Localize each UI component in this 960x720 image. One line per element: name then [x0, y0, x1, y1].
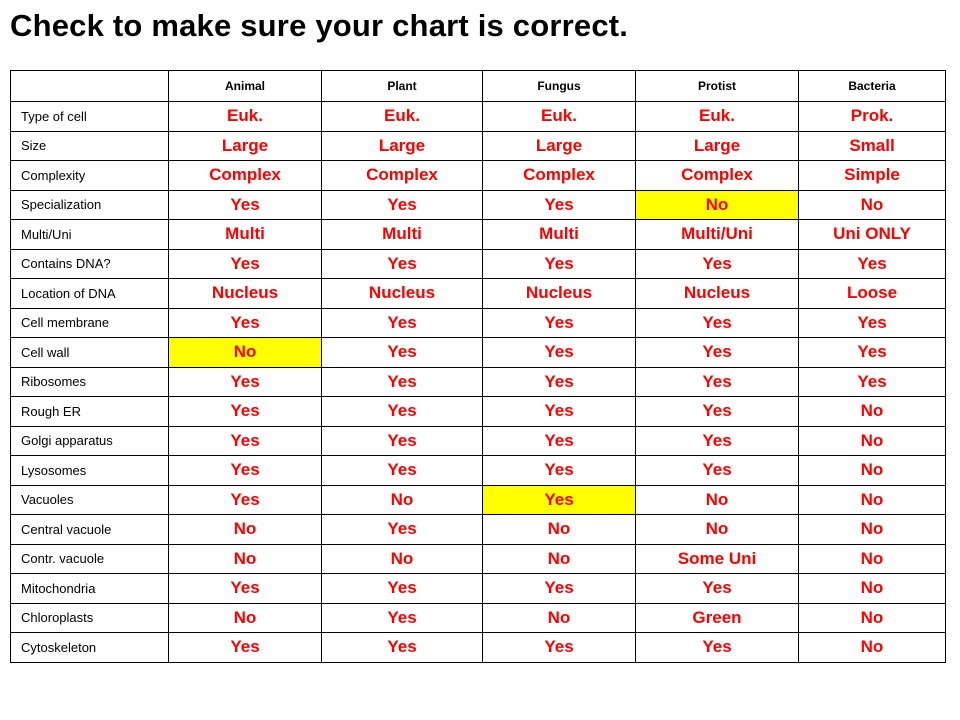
cell-animal: Yes	[169, 574, 322, 604]
row-label: Contr. vacuole	[11, 544, 169, 574]
cell-plant: Large	[322, 131, 483, 161]
cell-plant: Yes	[322, 308, 483, 338]
cell-bacteria: Yes	[799, 338, 946, 368]
cell-animal: No	[169, 515, 322, 545]
cell-protist: Yes	[636, 574, 799, 604]
table-row	[11, 190, 946, 220]
cell-plant: Yes	[322, 574, 483, 604]
cell-plant: No	[322, 544, 483, 574]
cell-plant: Nucleus	[322, 279, 483, 309]
row-label: Complexity	[11, 161, 169, 191]
cell-protist: Complex	[636, 161, 799, 191]
cell-animal: No	[169, 338, 322, 368]
cell-animal: Yes	[169, 308, 322, 338]
cell-fungus: No	[483, 515, 636, 545]
cell-bacteria: Loose	[799, 279, 946, 309]
cell-animal: No	[169, 603, 322, 633]
cell-fungus: Yes	[483, 308, 636, 338]
column-header-bacteria: Bacteria	[799, 71, 946, 102]
table-row	[11, 515, 946, 545]
cell-fungus: Yes	[483, 338, 636, 368]
cell-fungus: Yes	[483, 485, 636, 515]
cell-protist: Multi/Uni	[636, 220, 799, 250]
cell-protist: Yes	[636, 397, 799, 427]
cell-bacteria: No	[799, 633, 946, 663]
row-label: Specialization	[11, 190, 169, 220]
table-row	[11, 544, 946, 574]
cell-bacteria: Prok.	[799, 102, 946, 132]
cell-protist: Yes	[636, 338, 799, 368]
cell-fungus: Large	[483, 131, 636, 161]
cell-protist: No	[636, 190, 799, 220]
cell-bacteria: No	[799, 574, 946, 604]
cell-plant: Multi	[322, 220, 483, 250]
table-row	[11, 485, 946, 515]
table-row	[11, 161, 946, 191]
cell-plant: Yes	[322, 515, 483, 545]
cell-protist: Yes	[636, 249, 799, 279]
cell-bacteria: No	[799, 603, 946, 633]
cell-animal: Yes	[169, 367, 322, 397]
column-header-plant: Plant	[322, 71, 483, 102]
column-header	[11, 71, 169, 102]
column-header-fungus: Fungus	[483, 71, 636, 102]
table-row	[11, 397, 946, 427]
cell-animal: Yes	[169, 249, 322, 279]
comparison-table	[10, 70, 946, 663]
cell-plant: Yes	[322, 190, 483, 220]
cell-bacteria: Uni ONLY	[799, 220, 946, 250]
table-row	[11, 367, 946, 397]
table-row	[11, 603, 946, 633]
table-row	[11, 574, 946, 604]
table-row	[11, 102, 946, 132]
cell-bacteria: No	[799, 397, 946, 427]
row-label: Cell membrane	[11, 308, 169, 338]
cell-bacteria: Yes	[799, 308, 946, 338]
row-label: Vacuoles	[11, 485, 169, 515]
cell-protist: No	[636, 485, 799, 515]
cell-fungus: Complex	[483, 161, 636, 191]
cell-plant: Complex	[322, 161, 483, 191]
row-label: Lysosomes	[11, 456, 169, 486]
cell-bacteria: No	[799, 515, 946, 545]
cell-bacteria: No	[799, 485, 946, 515]
cell-animal: Yes	[169, 426, 322, 456]
cell-fungus: Yes	[483, 190, 636, 220]
cell-fungus: Yes	[483, 397, 636, 427]
cell-protist: Yes	[636, 456, 799, 486]
column-header-animal: Animal	[169, 71, 322, 102]
row-label: Contains DNA?	[11, 249, 169, 279]
cell-fungus: No	[483, 603, 636, 633]
table-row	[11, 279, 946, 309]
cell-fungus: Yes	[483, 574, 636, 604]
cell-fungus: Euk.	[483, 102, 636, 132]
cell-animal: Large	[169, 131, 322, 161]
cell-protist: Yes	[636, 367, 799, 397]
cell-bacteria: Small	[799, 131, 946, 161]
cell-bacteria: Simple	[799, 161, 946, 191]
cell-plant: Yes	[322, 249, 483, 279]
table-row	[11, 456, 946, 486]
cell-protist: Green	[636, 603, 799, 633]
table-row	[11, 308, 946, 338]
row-label: Mitochondria	[11, 574, 169, 604]
cell-protist: Yes	[636, 633, 799, 663]
row-label: Golgi apparatus	[11, 426, 169, 456]
table-row	[11, 338, 946, 368]
cell-bacteria: No	[799, 544, 946, 574]
header-row	[11, 71, 946, 102]
cell-animal: Yes	[169, 397, 322, 427]
cell-plant: No	[322, 485, 483, 515]
cell-bacteria: No	[799, 456, 946, 486]
cell-animal: Nucleus	[169, 279, 322, 309]
cell-fungus: No	[483, 544, 636, 574]
row-label: Central vacuole	[11, 515, 169, 545]
cell-protist: Nucleus	[636, 279, 799, 309]
row-label: Multi/Uni	[11, 220, 169, 250]
row-label: Ribosomes	[11, 367, 169, 397]
cell-fungus: Nucleus	[483, 279, 636, 309]
table-row	[11, 131, 946, 161]
cell-plant: Yes	[322, 633, 483, 663]
cell-plant: Yes	[322, 426, 483, 456]
row-label: Type of cell	[11, 102, 169, 132]
table-body	[11, 102, 946, 663]
cell-protist: Euk.	[636, 102, 799, 132]
cell-bacteria: No	[799, 190, 946, 220]
table-row	[11, 633, 946, 663]
cell-plant: Euk.	[322, 102, 483, 132]
cell-plant: Yes	[322, 456, 483, 486]
cell-animal: Euk.	[169, 102, 322, 132]
cell-protist: No	[636, 515, 799, 545]
cell-fungus: Yes	[483, 367, 636, 397]
cell-animal: No	[169, 544, 322, 574]
cell-protist: Large	[636, 131, 799, 161]
cell-bacteria: No	[799, 426, 946, 456]
row-label: Rough ER	[11, 397, 169, 427]
cell-animal: Yes	[169, 190, 322, 220]
cell-bacteria: Yes	[799, 249, 946, 279]
row-label: Cell wall	[11, 338, 169, 368]
cell-animal: Yes	[169, 485, 322, 515]
row-label: Chloroplasts	[11, 603, 169, 633]
row-label: Location of DNA	[11, 279, 169, 309]
cell-protist: Yes	[636, 426, 799, 456]
page-title: Check to make sure your chart is correct.	[10, 8, 629, 43]
table-row	[11, 220, 946, 250]
cell-plant: Yes	[322, 603, 483, 633]
cell-fungus: Yes	[483, 249, 636, 279]
cell-plant: Yes	[322, 367, 483, 397]
cell-animal: Yes	[169, 633, 322, 663]
cell-fungus: Yes	[483, 426, 636, 456]
cell-animal: Complex	[169, 161, 322, 191]
row-label: Cytoskeleton	[11, 633, 169, 663]
cell-fungus: Yes	[483, 456, 636, 486]
column-header-protist: Protist	[636, 71, 799, 102]
cell-bacteria: Yes	[799, 367, 946, 397]
table-row	[11, 426, 946, 456]
cell-animal: Yes	[169, 456, 322, 486]
cell-protist: Some Uni	[636, 544, 799, 574]
cell-animal: Multi	[169, 220, 322, 250]
cell-fungus: Yes	[483, 633, 636, 663]
table-row	[11, 249, 946, 279]
row-label: Size	[11, 131, 169, 161]
cell-plant: Yes	[322, 338, 483, 368]
cell-protist: Yes	[636, 308, 799, 338]
cell-fungus: Multi	[483, 220, 636, 250]
cell-plant: Yes	[322, 397, 483, 427]
